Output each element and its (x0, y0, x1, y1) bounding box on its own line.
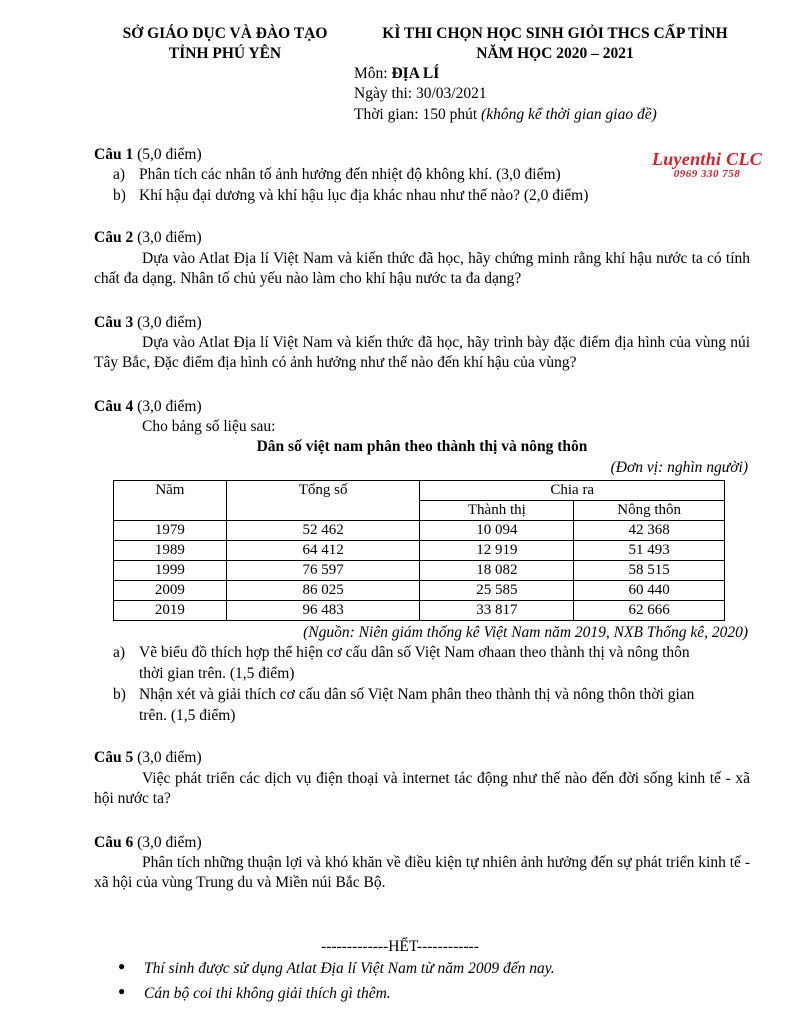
question-label: Câu 2 (94, 229, 134, 246)
subject-name: ĐỊA LÍ (391, 65, 440, 82)
question-5-title (94, 748, 202, 768)
cell-total: 64 412 (226, 541, 420, 561)
note-text: Thí sinh được sử dụng Atlat Địa lí Việt Nam từ năm 2009 đến nay. (144, 960, 555, 977)
cell-rural: 60 440 (574, 581, 725, 601)
cell-year: 1989 (114, 541, 227, 561)
exam-title: KÌ THI CHỌN HỌC SINH GIỎI THCS CẤP TỈNH (382, 25, 728, 42)
item-text: Phân tích các nhân tố ảnh hưởng đến nhiệt độ không khí. (3,0 điểm) (139, 166, 561, 183)
bullet-icon: ● (118, 984, 126, 998)
cell-total: 96 483 (226, 601, 420, 621)
table-row (114, 561, 725, 581)
table-source: (Nguồn: Niên giám thống kê Việt Nam năm 2019, NXB Thống kê, 2020) (303, 624, 748, 641)
question-1-title (94, 145, 202, 165)
question-5-body (94, 769, 750, 810)
subject-line (354, 64, 657, 84)
item-marker: b) (113, 187, 126, 204)
question-text: Phân tích những thuận lợi và khó khăn về điều kiện tự nhiên ảnh hưởng đến sự phát triển kinh tế - xã hội của vùng Trung du và Miền núi Bắc Bộ. (94, 854, 750, 892)
question-text: Việc phát triển các dịch vụ điện thoại và internet tác động như thế nào đến đời sống kinh tế - xã hội nước ta? (94, 770, 750, 808)
question-6-body (94, 853, 750, 894)
cell-year: 1999 (114, 561, 227, 581)
authority-line-1: SỞ GIÁO DỤC VÀ ĐÀO TẠO (122, 25, 328, 42)
table-title: Dân số việt nam phân theo thành thị và nông thôn (256, 438, 588, 455)
exam-info (354, 64, 657, 125)
table-row (114, 601, 725, 621)
question-4-title (94, 397, 202, 417)
cell-urban: 12 919 (420, 541, 574, 561)
school-year: NĂM HỌC 2020 – 2021 (476, 45, 634, 63)
header-year: Năm (114, 481, 227, 521)
cell-urban: 10 094 (420, 521, 574, 541)
question-label: Câu 3 (94, 314, 134, 331)
question-3-title (94, 313, 202, 333)
table-header-row (114, 481, 725, 501)
item-text-continued: trên. (1,5 điểm) (139, 707, 236, 724)
question-4-intro: Cho bảng số liệu sau: (142, 418, 276, 435)
cell-year: 2009 (114, 581, 227, 601)
question-points: (3,0 điểm) (133, 749, 202, 766)
cell-total: 52 462 (226, 521, 420, 541)
question-label: Câu 1 (94, 146, 134, 163)
item-text-continued: thời gian trên. (1,5 điểm) (139, 665, 295, 682)
cell-urban: 33 817 (420, 601, 574, 621)
exam-date: Ngày thi: 30/03/2021 (354, 85, 487, 103)
watermark-logo (632, 150, 782, 180)
question-text: Dựa vào Atlat Địa lí Việt Nam và kiến thức đã học, hãy chứng minh rằng khí hậu nước ta có tính chất đa dạng. Nhân tố chủ yếu nào làm cho khí hậu nước ta đa dạng? (94, 250, 750, 288)
header-rural: Nông thôn (574, 501, 725, 521)
watermark-name: Luyenthi CLC (651, 149, 763, 169)
watermark-phone: 0969 330 758 (673, 168, 741, 180)
cell-total: 86 025 (226, 581, 420, 601)
item-text: Vẽ biểu đồ thích hợp thể hiện cơ cấu dân số Việt Nam ơhaan theo thành thị và nông thôn (139, 644, 690, 661)
bullet-icon: ● (118, 959, 126, 973)
authority-line-2: TỈNH PHÚ YÊN (168, 45, 282, 63)
cell-year: 2019 (114, 601, 227, 621)
question-2-body (94, 249, 750, 290)
cell-rural: 51 493 (574, 541, 725, 561)
cell-rural: 58 515 (574, 561, 725, 581)
question-points: (5,0 điểm) (133, 146, 202, 163)
question-label: Câu 5 (94, 749, 134, 766)
cell-year: 1979 (114, 521, 227, 541)
time-label: Thời gian: 150 phút (354, 105, 482, 123)
question-3-body (94, 333, 750, 374)
cell-urban: 18 082 (420, 561, 574, 581)
item-text: Nhận xét và giải thích cơ cấu dân số Việt Nam phân theo thành thị và nông thôn thời gian (139, 686, 695, 703)
question-points: (3,0 điểm) (133, 229, 202, 246)
table-row (114, 541, 725, 561)
population-table (113, 480, 725, 621)
header-split: Chia ra (420, 481, 725, 501)
question-label: Câu 4 (94, 398, 134, 415)
issuing-authority (85, 24, 365, 65)
question-2-title (94, 228, 202, 248)
header-total: Tổng số (226, 481, 420, 521)
table-unit: (Đơn vị: nghìn người) (610, 459, 748, 476)
table-row (114, 521, 725, 541)
end-marker: -------------HẾT------------ (321, 938, 479, 955)
subject-label: Môn: (354, 65, 392, 82)
header-urban: Thành thị (420, 501, 574, 521)
time-line (354, 105, 657, 125)
exam-heading (360, 24, 750, 65)
item-marker: a) (113, 166, 126, 183)
table-row (114, 581, 725, 601)
question-points: (3,0 điểm) (133, 398, 202, 415)
question-6-title (94, 833, 202, 853)
cell-urban: 25 585 (420, 581, 574, 601)
question-points: (3,0 điểm) (133, 314, 202, 331)
item-marker: a) (113, 644, 126, 661)
item-marker: b) (113, 686, 126, 703)
time-note: (không kể thời gian giao đề) (481, 105, 657, 123)
cell-rural: 62 666 (574, 601, 725, 621)
question-points: (3,0 điểm) (133, 834, 202, 851)
note-text: Cán bộ coi thi không giải thích gì thêm. (144, 985, 391, 1002)
cell-total: 76 597 (226, 561, 420, 581)
cell-rural: 42 368 (574, 521, 725, 541)
question-text: Dựa vào Atlat Địa lí Việt Nam và kiến thức đã học, hãy trình bày đặc điểm địa hình của vùng núi Tây Bắc, Đặc điểm địa hình có ảnh hưởng như thế nào đến khí hậu của vùng? (94, 334, 750, 372)
question-label: Câu 6 (94, 834, 134, 851)
item-text: Khí hậu đại dương và khí hậu lục địa khác nhau như thế nào? (2,0 điểm) (139, 187, 589, 204)
